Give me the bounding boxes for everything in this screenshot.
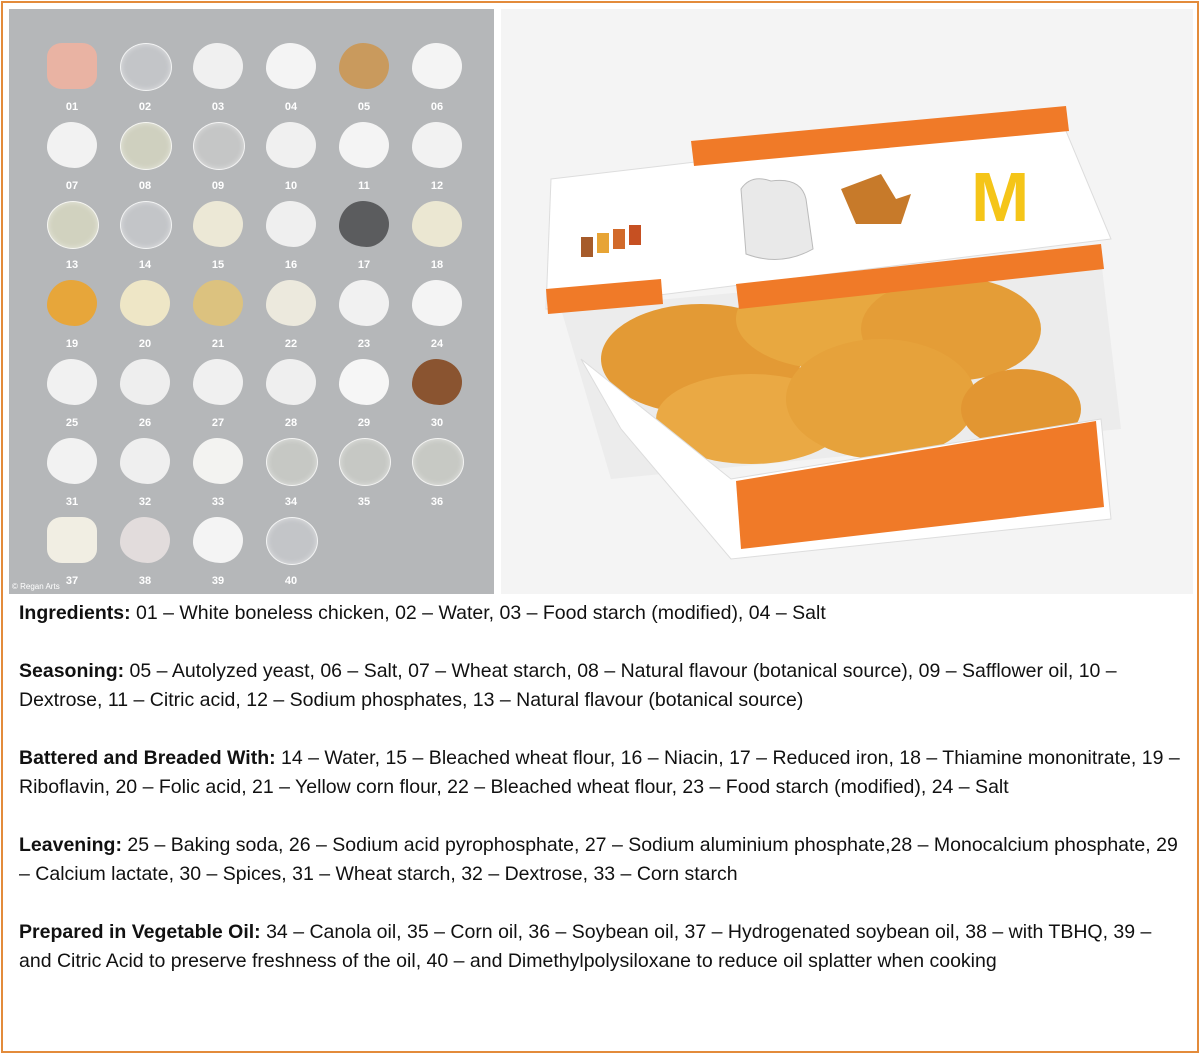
ingredient-number: 12 <box>430 180 444 192</box>
ingredient-number: 33 <box>211 496 225 508</box>
paragraph-text: 25 – Baking soda, 26 – Sodium acid pyrophosphate, 27 – Sodium aluminium phosphate,28 – Monocalcium phosphate, 29 – Calcium lactate, 30 – Spices, 31 – Wheat starch, 32 – Dextrose, 33 – Corn starch <box>19 834 1178 885</box>
ingredient-sample <box>258 359 324 437</box>
ingredient-number: 08 <box>138 180 152 192</box>
ingredient-number: 23 <box>357 338 371 350</box>
ingredient-sample <box>331 122 397 200</box>
ingredient-pile <box>412 280 462 326</box>
ingredient-number: 24 <box>430 338 444 350</box>
ingredient-number: 02 <box>138 101 152 113</box>
ingredient-sample <box>404 122 470 200</box>
ingredient-pile <box>339 359 389 405</box>
ingredient-pile <box>120 517 170 563</box>
ingredient-number: 26 <box>138 417 152 429</box>
ingredient-number: 25 <box>65 417 79 429</box>
liquid-dish <box>412 438 464 486</box>
paragraph-label: Seasoning: <box>19 660 125 682</box>
liquid-dish <box>120 43 172 91</box>
ingredient-number: 40 <box>284 575 298 587</box>
ingredient-number: 07 <box>65 180 79 192</box>
ingredient-sample <box>112 517 178 594</box>
ingredient-sample <box>185 201 251 279</box>
ingredient-pile <box>266 201 316 247</box>
paragraph-label: Battered and Breaded With: <box>19 747 276 769</box>
ingredient-paragraph <box>19 831 1183 889</box>
ingredient-paragraph <box>19 744 1183 802</box>
ingredient-number: 14 <box>138 259 152 271</box>
ingredient-sample <box>258 43 324 121</box>
ingredient-number: 10 <box>284 180 298 192</box>
ingredient-number: 37 <box>65 575 79 587</box>
ingredient-pile <box>47 438 97 484</box>
ingredient-sample <box>39 280 105 358</box>
ingredient-sample <box>185 280 251 358</box>
nugget <box>786 339 976 459</box>
ingredient-number: 35 <box>357 496 371 508</box>
ingredient-sample <box>258 122 324 200</box>
ingredient-pile <box>47 280 97 326</box>
ingredient-paragraph <box>19 599 1183 628</box>
ingredient-pile <box>339 201 389 247</box>
ingredient-number: 11 <box>358 180 370 192</box>
ingredient-sample <box>185 43 251 121</box>
ingredient-number: 09 <box>211 180 225 192</box>
ingredient-number: 30 <box>430 417 444 429</box>
ingredient-number: 03 <box>211 101 225 113</box>
ingredient-pile <box>266 280 316 326</box>
ingredient-pile <box>193 43 243 89</box>
ingredient-paragraph <box>19 918 1183 976</box>
ingredient-pile <box>193 201 243 247</box>
ingredient-sample <box>112 438 178 516</box>
ingredient-sample <box>331 280 397 358</box>
ingredient-pile <box>120 438 170 484</box>
paragraph-text: 05 – Autolyzed yeast, 06 – Salt, 07 – Wheat starch, 08 – Natural flavour (botanical source), 09 – Safflower oil, 10 – Dextrose, 11 – Citric acid, 12 – Sodium phosphates, 13 – Natural flavour (botanical source) <box>19 660 1117 711</box>
ingredient-number: 29 <box>357 417 371 429</box>
liquid-dish <box>193 122 245 170</box>
ingredient-paragraph <box>19 657 1183 715</box>
flour-sack-icon <box>741 179 813 260</box>
ingredient-number: 39 <box>211 575 225 587</box>
ingredient-number: 05 <box>357 101 371 113</box>
ingredient-pile <box>266 122 316 168</box>
ingredient-sample <box>39 122 105 200</box>
paragraph-label: Leavening: <box>19 834 122 856</box>
ingredient-pile <box>47 43 97 89</box>
ingredient-sample <box>404 43 470 121</box>
ingredient-sample <box>185 517 251 594</box>
ingredient-pile <box>47 517 97 563</box>
ingredient-pile <box>193 517 243 563</box>
ingredient-sample <box>39 43 105 121</box>
ingredient-number: 38 <box>138 575 152 587</box>
ingredient-number: 31 <box>65 496 79 508</box>
ingredient-pile <box>193 359 243 405</box>
ingredient-pile <box>47 359 97 405</box>
ingredient-pile <box>193 438 243 484</box>
liquid-dish <box>266 517 318 565</box>
ingredient-pile <box>47 122 97 168</box>
ingredient-number: 17 <box>357 259 371 271</box>
ingredient-number: 04 <box>284 101 298 113</box>
ingredient-sample <box>404 280 470 358</box>
ingredient-sample <box>112 201 178 279</box>
ingredient-sample <box>185 438 251 516</box>
ingredient-sample <box>404 438 470 516</box>
ingredient-pile <box>412 43 462 89</box>
ingredient-sample <box>404 359 470 437</box>
ingredient-number: 19 <box>65 338 79 350</box>
ingredient-sample <box>331 43 397 121</box>
paragraph-text: 01 – White boneless chicken, 02 – Water, 03 – Food starch (modified), 04 – Salt <box>130 602 826 624</box>
ingredient-number: 32 <box>138 496 152 508</box>
ingredient-sample <box>112 43 178 121</box>
ingredient-pile <box>266 43 316 89</box>
ingredient-number: 16 <box>284 259 298 271</box>
ingredient-list <box>19 599 1183 1005</box>
nugget-box-illustration <box>501 9 1193 594</box>
ingredient-pile <box>266 359 316 405</box>
paragraph-label: Prepared in Vegetable Oil: <box>19 921 261 943</box>
liquid-dish <box>266 438 318 486</box>
ingredient-grid-photo <box>9 9 494 594</box>
ingredient-sample <box>258 517 324 594</box>
golden-arches-logo: M <box>971 158 1030 236</box>
ingredient-number: 36 <box>430 496 444 508</box>
ingredient-sample <box>185 359 251 437</box>
ingredient-sample <box>39 359 105 437</box>
paragraph-text: 14 – Water, 15 – Bleached wheat flour, 16 – Niacin, 17 – Reduced iron, 18 – Thiamine mononitrate, 19 – Riboflavin, 20 – Folic acid, 21 – Yellow corn flour, 22 – Bleached wheat flour, 23 – Food starch (modified), 24 – Salt <box>19 747 1180 798</box>
ingredient-number: 28 <box>284 417 298 429</box>
ingredient-number: 20 <box>138 338 152 350</box>
paragraph-text: 34 – Canola oil, 35 – Corn oil, 36 – Soybean oil, 37 – Hydrogenated soybean oil, 38 – with TBHQ, 39 – and Citric Acid to preserve freshness of the oil, 40 – and Dimethylpolysiloxane to reduce oil splatter when cooking <box>19 921 1152 972</box>
ingredient-sample <box>112 122 178 200</box>
ingredient-number: 22 <box>284 338 298 350</box>
ingredient-pile <box>193 280 243 326</box>
paragraph-label: Ingredients: <box>19 602 131 624</box>
liquid-dish <box>120 122 172 170</box>
ingredient-number: 34 <box>284 496 298 508</box>
ingredient-pile <box>412 359 462 405</box>
ingredient-sample <box>39 438 105 516</box>
ingredient-number: 21 <box>211 338 225 350</box>
ingredient-number: 27 <box>211 417 225 429</box>
liquid-dish <box>120 201 172 249</box>
ingredient-number: 06 <box>430 101 444 113</box>
ingredient-sample <box>39 201 105 279</box>
ingredient-sample <box>404 201 470 279</box>
nugget-box-photo <box>501 9 1193 594</box>
ingredient-pile <box>339 122 389 168</box>
ingredient-sample <box>185 122 251 200</box>
ingredient-sample <box>112 280 178 358</box>
ingredient-pile <box>412 201 462 247</box>
ingredient-number: 01 <box>65 101 79 113</box>
ingredient-sample <box>258 201 324 279</box>
ingredient-pile <box>339 280 389 326</box>
ingredient-sample <box>331 359 397 437</box>
ingredient-pile <box>120 359 170 405</box>
ingredient-sample <box>258 438 324 516</box>
ingredient-number: 13 <box>65 259 79 271</box>
liquid-dish <box>47 201 99 249</box>
ingredient-pile <box>412 122 462 168</box>
ingredient-sample <box>331 201 397 279</box>
ingredient-number: 15 <box>211 259 225 271</box>
ingredient-sample <box>331 438 397 516</box>
ingredient-pile <box>120 280 170 326</box>
photo-credit: © Regan Arts <box>12 582 60 591</box>
ingredient-pile <box>339 43 389 89</box>
ingredient-number: 18 <box>430 259 444 271</box>
liquid-dish <box>339 438 391 486</box>
infographic-frame <box>1 1 1199 1053</box>
ingredient-sample <box>112 359 178 437</box>
ingredient-sample <box>258 280 324 358</box>
